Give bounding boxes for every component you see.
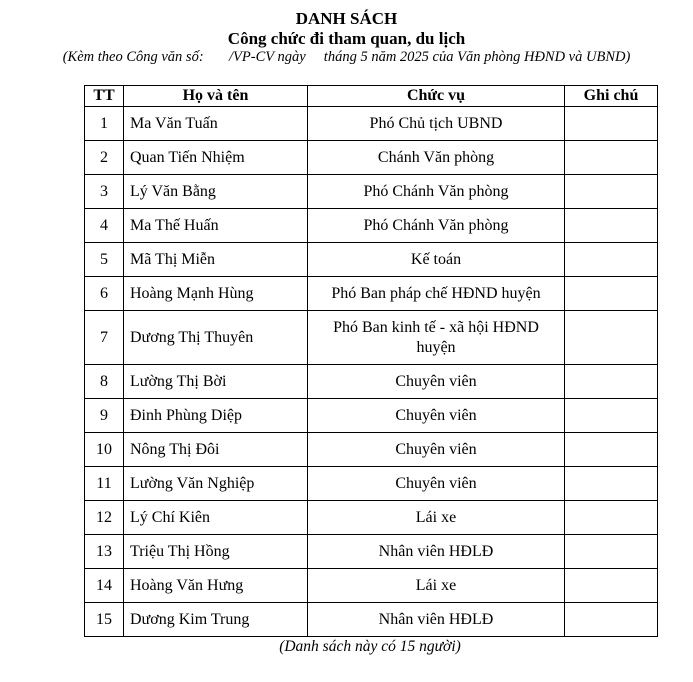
table-row: [85, 603, 658, 637]
table-row: [85, 501, 658, 535]
table-header-row: [85, 86, 658, 107]
row-role: Lái xe: [308, 569, 565, 603]
row-role: Phó Chánh Văn phòng: [308, 175, 565, 209]
row-number: 13: [85, 535, 124, 569]
row-number: 7: [85, 311, 124, 365]
row-note: [565, 467, 658, 501]
row-note: [565, 603, 658, 637]
row-note: [565, 209, 658, 243]
row-number: 8: [85, 365, 124, 399]
document-subtitle: Công chức đi tham quan, du lịch: [227, 29, 466, 48]
row-role: Kế toán: [308, 243, 565, 277]
row-number: 15: [85, 603, 124, 637]
row-name: Dương Kim Trung: [124, 603, 308, 637]
row-name: Ma Văn Tuấn: [124, 107, 308, 141]
document-reference-note: (Kèm theo Công văn số: /VP-CV ngày tháng 5 năm 2025 của Văn phòng HĐND và UBND): [62, 49, 631, 65]
table-row: [85, 535, 658, 569]
row-number: 14: [85, 569, 124, 603]
row-name: Hoàng Văn Hưng: [124, 569, 308, 603]
row-role: Phó Ban kinh tế - xã hội HĐND huyện: [308, 311, 565, 365]
table-row: [85, 175, 658, 209]
row-role: Nhân viên HĐLĐ: [308, 535, 565, 569]
row-note: [565, 243, 658, 277]
table-row: [85, 277, 658, 311]
table-row: [85, 399, 658, 433]
column-header-tt: TT: [85, 86, 124, 107]
row-note: [565, 399, 658, 433]
row-number: 6: [85, 277, 124, 311]
row-role: Chuyên viên: [308, 467, 565, 501]
row-note: [565, 175, 658, 209]
row-note: [565, 107, 658, 141]
table-row: [85, 141, 658, 175]
row-number: 2: [85, 141, 124, 175]
table-row: [85, 311, 658, 365]
row-number: 3: [85, 175, 124, 209]
row-note: [565, 535, 658, 569]
row-note: [565, 433, 658, 467]
row-role: Chuyên viên: [308, 399, 565, 433]
table-row: [85, 433, 658, 467]
row-number: 10: [85, 433, 124, 467]
row-number: 11: [85, 467, 124, 501]
row-note: [565, 311, 658, 365]
row-note: [565, 277, 658, 311]
row-number: 5: [85, 243, 124, 277]
row-role: Nhân viên HĐLĐ: [308, 603, 565, 637]
row-note: [565, 569, 658, 603]
row-number: 9: [85, 399, 124, 433]
row-role: Phó Chủ tịch UBND: [308, 107, 565, 141]
column-header-name: Họ và tên: [124, 86, 308, 107]
column-header-role: Chức vụ: [308, 86, 565, 107]
row-number: 4: [85, 209, 124, 243]
row-number: 12: [85, 501, 124, 535]
row-name: Nông Thị Đôi: [124, 433, 308, 467]
table-row: [85, 569, 658, 603]
row-name: Đinh Phùng Diệp: [124, 399, 308, 433]
table-body: [85, 107, 658, 637]
row-name: Triệu Thị Hồng: [124, 535, 308, 569]
row-role: Chuyên viên: [308, 365, 565, 399]
table-row: [85, 365, 658, 399]
staff-table: [84, 85, 658, 637]
document-title: DANH SÁCH: [295, 9, 398, 28]
row-name: Lường Thị Bời: [124, 365, 308, 399]
row-name: Lý Văn Bằng: [124, 175, 308, 209]
row-name: Mã Thị Miễn: [124, 243, 308, 277]
row-name: Quan Tiến Nhiệm: [124, 141, 308, 175]
row-role: Phó Ban pháp chế HĐND huyện: [308, 277, 565, 311]
row-role: Chuyên viên: [308, 433, 565, 467]
row-name: Dương Thị Thuyên: [124, 311, 308, 365]
table-row: [85, 243, 658, 277]
row-name: Hoàng Mạnh Hùng: [124, 277, 308, 311]
table-row: [85, 467, 658, 501]
row-role: Lái xe: [308, 501, 565, 535]
row-role: Phó Chánh Văn phòng: [308, 209, 565, 243]
row-note: [565, 141, 658, 175]
column-header-note: Ghi chú: [565, 86, 658, 107]
row-number: 1: [85, 107, 124, 141]
table-row: [85, 107, 658, 141]
row-note: [565, 501, 658, 535]
row-role: Chánh Văn phòng: [308, 141, 565, 175]
row-name: Lường Văn Nghiệp: [124, 467, 308, 501]
table-row: [85, 209, 658, 243]
row-note: [565, 365, 658, 399]
list-summary: (Danh sách này có 15 người): [279, 638, 461, 655]
row-name: Lý Chí Kiên: [124, 501, 308, 535]
row-name: Ma Thế Huấn: [124, 209, 308, 243]
